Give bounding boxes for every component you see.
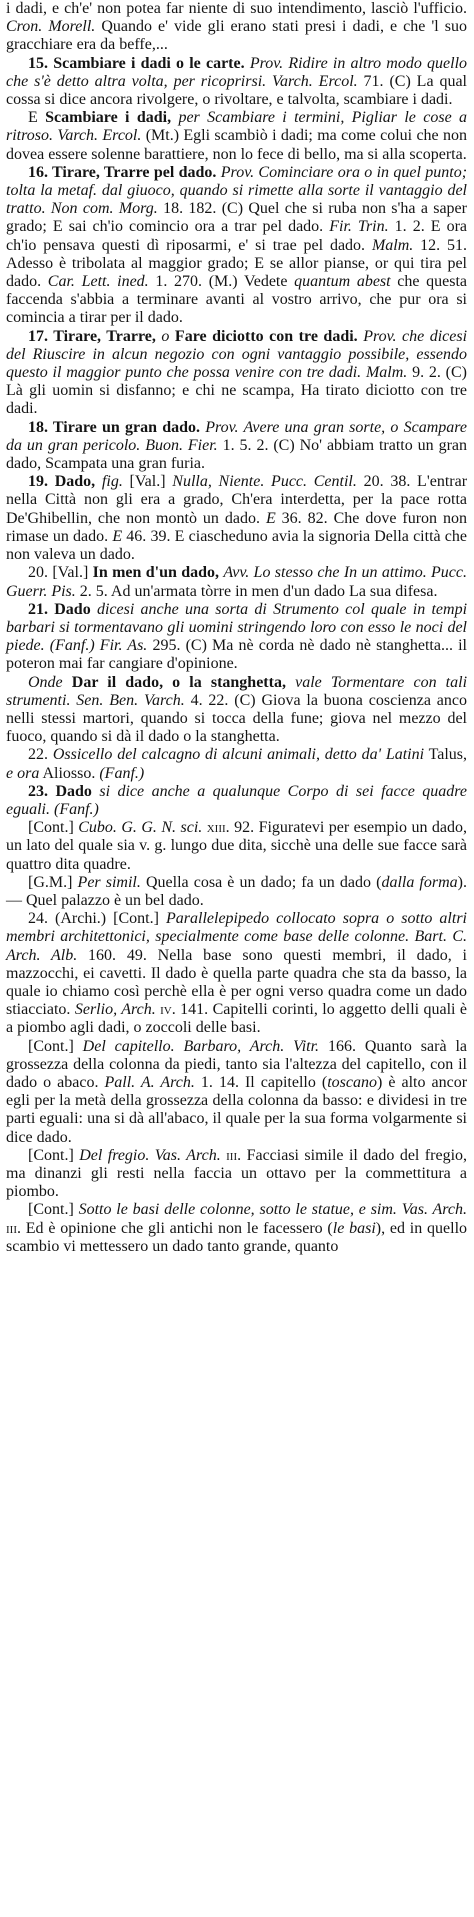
text-run: 12. 51. Adesso è tribolata al maggior grado; E se allor piansе, or qui tira pel dado.: [6, 236, 468, 291]
headword: Fare diciotto con tre dadi.: [174, 327, 358, 345]
italic-text: (Fanf.): [99, 764, 145, 782]
text-run: 22.: [28, 746, 53, 764]
italic-text: Cron. Morell.: [6, 18, 96, 36]
text-run: [Cont.]: [28, 1037, 83, 1055]
italic-text: Parallelepipedo collocato sopra o sotto altri membri architettonici, specialmente come base delle colonne. Bart. C. Arch. Alb.: [6, 910, 467, 964]
headword: 17. Tirare, Trarre,: [28, 327, 156, 345]
italic-text: Serlio, Arch.: [74, 1001, 156, 1019]
italic-text: Ossicello del calcagno di alcuni animali, detto da' Latini: [52, 746, 425, 764]
italic-text: vale Tormentare con tali strumenti. Sen. Ben. Varch.: [6, 673, 468, 709]
italic-text: Sotto le basi delle colonne, sotto le statue, e sim. Vas. Arch.: [78, 1201, 467, 1219]
italic-text: per Scambiare i termini, Pigliar le cose a ritroso. Varch. Ercol.: [6, 109, 468, 145]
italic-text: o: [161, 327, 170, 345]
entry-paragraph: [6, 564, 467, 600]
text-run: . Facciasi simile il dado del fregio, ma dinanzi gli resti nella faccia un ottavo per la commettitura a piombo.: [6, 1146, 468, 1201]
text-run: iv: [160, 1001, 172, 1019]
text-run: 166. Quanto sarà la grossezza della colonna da piedi, tanto sia l'altezza del capitello, con il dado o abaco.: [6, 1037, 467, 1091]
italic-text: Pall. A. Arch.: [104, 1073, 195, 1091]
text-run: [Cont.]: [28, 1146, 80, 1164]
italic-text: dicesi anche una sorta di Strumento col quale in tempi barbari si tormentavano gli uomini stringendo loro con esso le noci del piede. (Fanf.) Fir. As.: [6, 600, 468, 655]
headword: 23. Dado: [28, 782, 92, 800]
italic-text: Del capitello. Barbaro, Arch. Vitr.: [82, 1037, 320, 1055]
text-run: . 92. Figuratevi per esempio un dado, un lato del quale sia v. g. lungo due dita, sicchè una delle sue facce sarà quattro dita quadre.: [6, 819, 468, 873]
text-run: 71. (C) La qual cossa si dice ancora rivolgere, o rivoltare, e talvolta, scambiare i dadi.: [6, 72, 467, 109]
italic-text: quantum abest: [294, 273, 391, 291]
italic-text: fig.: [101, 473, 123, 491]
headword: 18. Tirare un gran dado.: [28, 418, 201, 436]
entry-paragraph: [6, 910, 467, 1037]
italic-text: Prov. che dicesi del Riuscire in alcun negozio con ogni vantaggio possibile, essendo questo il maggior punto che possa venire con tre dadi. Malm.: [6, 327, 468, 382]
text-run: 1. 14. Il capitello (: [194, 1073, 328, 1091]
headword: 21. Dado: [28, 600, 91, 618]
entry-paragraph: [6, 1147, 467, 1202]
entry-paragraph: [6, 1201, 467, 1256]
text-run: . Ed è opinione che gli antichi non le facessero (: [17, 1219, 333, 1237]
text-run: 1. 270. (M.) Vedete: [148, 273, 295, 291]
text-run: 4. 22. (C) Giova la buona coscienza anco nelli stessi martori, quando si tocca della fune; giova nel mezzo del fuoco, quando si dà il dado o la stanghetta.: [6, 691, 467, 746]
entry-paragraph: [6, 674, 467, 747]
entry-paragraph: [6, 328, 467, 419]
headword: In men d'un dado,: [92, 564, 219, 582]
text-run: Quella cosa è un dado; fa un dado (: [140, 873, 382, 891]
entry-paragraph: [6, 1038, 467, 1147]
entry-paragraph: [6, 601, 467, 674]
text-run: [G.M.]: [28, 873, 78, 891]
text-run: iii: [6, 1219, 17, 1237]
text-run: Quando e' vide gli erano stati presi i dadi, e che 'l suo gracchiare era da beffe,...: [6, 18, 467, 54]
text-run: 2. 5. Ad un'armata tòrre in men d'un dado La sua difesa.: [75, 582, 438, 600]
headword: 16. Tirare, Trarre pel dado.: [28, 163, 217, 181]
text-run: Aliosso.: [39, 764, 100, 782]
headword: 19. Dado,: [28, 473, 96, 491]
italic-text: Prov. Ridire in altro modo quello che s'è detto altra volta, per ricoprirsi. Varch. Ercol.: [6, 54, 468, 90]
text-run: Talus,: [424, 746, 468, 764]
text-run: 36. 82. Che dove furon non rimase un dado.: [6, 509, 468, 545]
text-run: 1. 2. E ora ch'io pensava questi dì riposarmi, e' si trae pel dado.: [6, 218, 468, 254]
text-run: [Cont.]: [28, 1201, 79, 1219]
text-run: 20. [Val.]: [28, 564, 93, 582]
italic-text: si dice anche a qualunque Corpo di sei facce quadre eguali. (Fanf.): [6, 782, 468, 818]
italic-text: Nulla, Niente. Pucc. Centil.: [172, 473, 357, 491]
italic-text: Malm.: [371, 236, 414, 254]
italic-text: le basi: [332, 1219, 376, 1237]
italic-text: Onde: [28, 673, 63, 691]
italic-text: Per simil.: [77, 873, 141, 891]
text-run: i dadi, e ch'e' non potea far niente di suo intendimento, lasciò l'ufficio.: [6, 0, 467, 17]
entry-paragraph: [6, 109, 467, 164]
text-run: 46. 39. E ciascheduno avia la signoria Della città che non valeva un dado.: [6, 527, 468, 564]
italic-text: E: [265, 509, 276, 527]
text-run: 295. (C) Ma nè corda nè dado nè stanghetta... il poteron mai far cangiare d'opinione.: [6, 637, 467, 673]
text-run: (Mt.) Egli scambiò i dadi; ma come colui che non dovea essere solenne barattiere, non lo fece di bello, ma si alla scoperta.: [6, 127, 468, 163]
text-run: E: [28, 109, 46, 127]
text-run: 24. (Archi.) [Cont.]: [28, 910, 166, 928]
headword: Scambiare i dadi,: [45, 109, 172, 127]
entry-paragraph: [6, 874, 467, 910]
text-run: ), ed in quello scambio vi mettessero un dado tanto grande, quanto: [6, 1219, 468, 1255]
italic-text: Cubo. G. G. N. sci.: [78, 819, 203, 837]
entry-paragraph: [6, 55, 467, 110]
text-run: [286, 674, 295, 691]
text-run: [Cont.]: [28, 819, 79, 837]
text-run: 9. 2. (C) Là gli uomin si disfanno; e chi ne scampa, Ha tirato diciotto con tre dadi.: [6, 364, 468, 418]
text-run: 1. 5. 2. (C) No' abbiam tratto un gran dado, Scampata una gran furia.: [6, 436, 467, 473]
italic-text: Car. Lett. ined.: [47, 273, 149, 291]
text-run: ) è alto ancor egli per la metà della grossezza della colonna da basso: e dividesi in tre parti eguali: una si dà all'abaco, il quale per la sua forma volgarmente si dice dado.: [6, 1073, 468, 1146]
text-run: xiii: [206, 819, 226, 837]
entry-paragraph: [6, 473, 467, 564]
italic-text: Fir. Trin.: [329, 218, 389, 236]
text-run: [63, 674, 72, 691]
text-run: ). — Quel palazzo è un bel dado.: [6, 873, 467, 909]
entry-paragraph: [6, 164, 467, 328]
text-run: [Val.]: [122, 473, 173, 491]
italic-text: Prov. Avere una gran sorte, o Scampare da un gran pericolo. Buon. Fier.: [6, 418, 467, 454]
entry-paragraph: [6, 746, 467, 782]
entry-paragraph: [6, 419, 467, 474]
text-run: 18. 182. (C) Quel che si ruba non s'ha a saper grado; E sai ch'io comincio ora a trar pel dado.: [6, 200, 467, 236]
text-run: iii: [226, 1146, 238, 1164]
text-run: . 141. Capitelli corinti, lo aggetto delli quali è a piombo agli dadi, o zoccoli delle basi.: [6, 1001, 468, 1037]
headword: 15. Scambiare i dadi o le carte.: [28, 54, 245, 72]
entry-paragraph: [6, 819, 467, 874]
text-run: che questa faccenda s'abbia a terminare avanti al vostro arrivo, che pur ora si comincia a tirar per il dado.: [6, 273, 468, 327]
italic-text: Avv. Lo stesso che In un attimo. Pucc. Guerr. Pis.: [6, 564, 468, 600]
text-run: [95, 473, 102, 490]
italic-text: toscano: [327, 1073, 377, 1091]
text-run: 160. 49. Nella base sono questi membri, il dado, i mazzocchi, ei cavetti. Il dado è quella parte quadra che sta da basso, la quale io chiamo così perchè ella è per ogni verso quadra come un dado stiacciato.: [6, 946, 468, 1019]
headword: Dar il dado, o la stanghetta,: [71, 673, 286, 691]
entry-paragraph: [6, 0, 467, 55]
italic-text: e ora: [6, 764, 40, 782]
italic-text: E: [112, 527, 123, 545]
text-run: 20. 38. L'entrar nella Città non gli era a grado, Ch'era interdetta, per la pace rotta De'Ghibellin, che non montò un dado.: [6, 473, 468, 527]
italic-text: Prov. Cominciare ora o in quel punto; tolta la metaf. dal giuoco, quando si rimette alla sorte il vantaggio del tratto. Non com. Morg.: [6, 163, 468, 218]
italic-text: Del fregio. Vas. Arch.: [79, 1146, 221, 1164]
entry-paragraph: [6, 783, 467, 819]
italic-text: dalla forma: [381, 873, 458, 891]
